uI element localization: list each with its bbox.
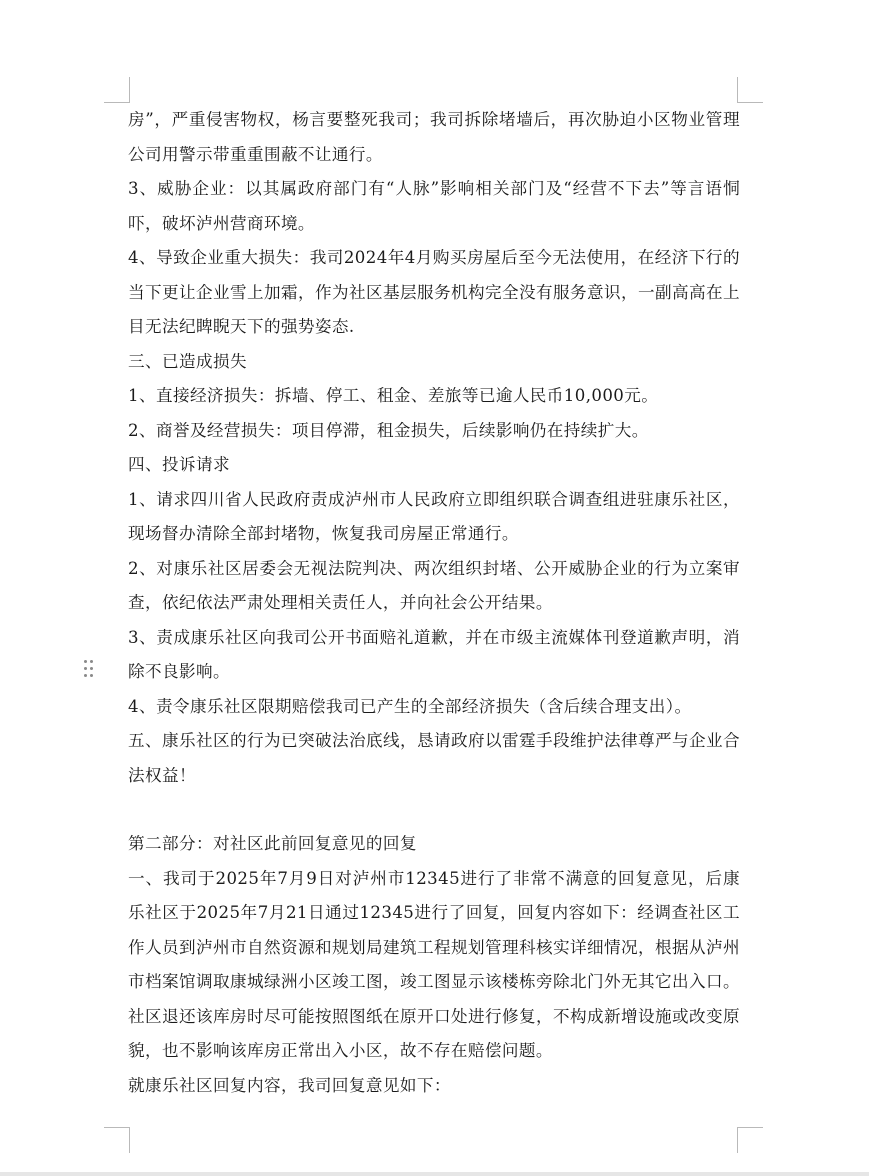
- paragraph: 3、威胁企业：以其属政府部门有“人脉”影响相关部门及“经营不下去”等言语恫吓，破坏泸州营商环境。: [128, 179, 740, 233]
- paragraph: 2、商誉及经营损失：项目停滞，租金损失，后续影响仍在持续扩大。: [128, 420, 649, 440]
- section-heading: 三、已造成损失: [128, 351, 247, 371]
- document-body: [128, 103, 740, 1103]
- margin-corner-top-right: [737, 77, 763, 103]
- paragraph: 房”，严重侵害物权，杨言要整死我司；我司拆除堵墙后，再次胁迫小区物业管理公司用警示带重重围蔽不让通行。: [128, 110, 740, 164]
- part-heading: 第二部分：对社区此前回复意见的回复: [128, 834, 417, 853]
- margin-corner-top-left: [104, 77, 130, 103]
- paragraph: 就康乐社区回复内容，我司回复意见如下：: [128, 1075, 451, 1095]
- page-bottom-edge: [0, 1172, 869, 1176]
- margin-corner-bottom-right: [737, 1127, 763, 1153]
- paragraph: 五、康乐社区的行为已突破法治底线，恳请政府以雷霆手段维护法律尊严与企业合法权益！: [128, 731, 740, 785]
- paragraph: 4、责令康乐社区限期赔偿我司已产生的全部经济损失（含后续合理支出）。: [128, 696, 692, 716]
- margin-corner-bottom-left: [104, 1127, 130, 1153]
- drag-handle-icon[interactable]: [84, 660, 94, 678]
- paragraph: 一、我司于2025年7月9日对泸州市12345进行了非常不满意的回复意见，后康乐社区于2025年7月21日通过12345进行了回复，回复内容如下：经调查社区工作人员到泸州市自然资源和规划局建筑工程规划管理科核实详细情况，根据从泸州市档案馆调取康城绿洲小区竣工图，竣工图显示该楼栋旁除北门外无其它出入口。社区退还该库房时尽可能按照图纸在原开口处进行修复，不构成新增设施或改变原貌，也不影响该库房正常出入小区，故不存在赔偿问题。: [128, 868, 740, 1060]
- paragraph: 4、导致企业重大损失：我司2024年4月购买房屋后至今无法使用，在经济下行的当下更让企业雪上加霜，作为社区基层服务机构完全没有服务意识，一副高高在上目无法纪睥睨天下的强势姿态.: [128, 248, 740, 336]
- paragraph: 3、责成康乐社区向我司公开书面赔礼道歉，并在市级主流媒体刊登道歉声明，消除不良影响。: [128, 627, 740, 681]
- blank-line: [128, 793, 740, 827]
- paragraph: 1、直接经济损失：拆墙、停工、租金、差旅等已逾人民币10,000元。: [128, 386, 659, 405]
- paragraph: 1、请求四川省人民政府责成泸州市人民政府立即组织联合调查组进驻康乐社区，现场督办清除全部封堵物，恢复我司房屋正常通行。: [128, 489, 740, 543]
- section-heading: 四、投诉请求: [128, 455, 230, 474]
- paragraph: 2、对康乐社区居委会无视法院判决、两次组织封堵、公开威胁企业的行为立案审查，依纪依法严肃处理相关责任人，并向社会公开结果。: [128, 558, 740, 612]
